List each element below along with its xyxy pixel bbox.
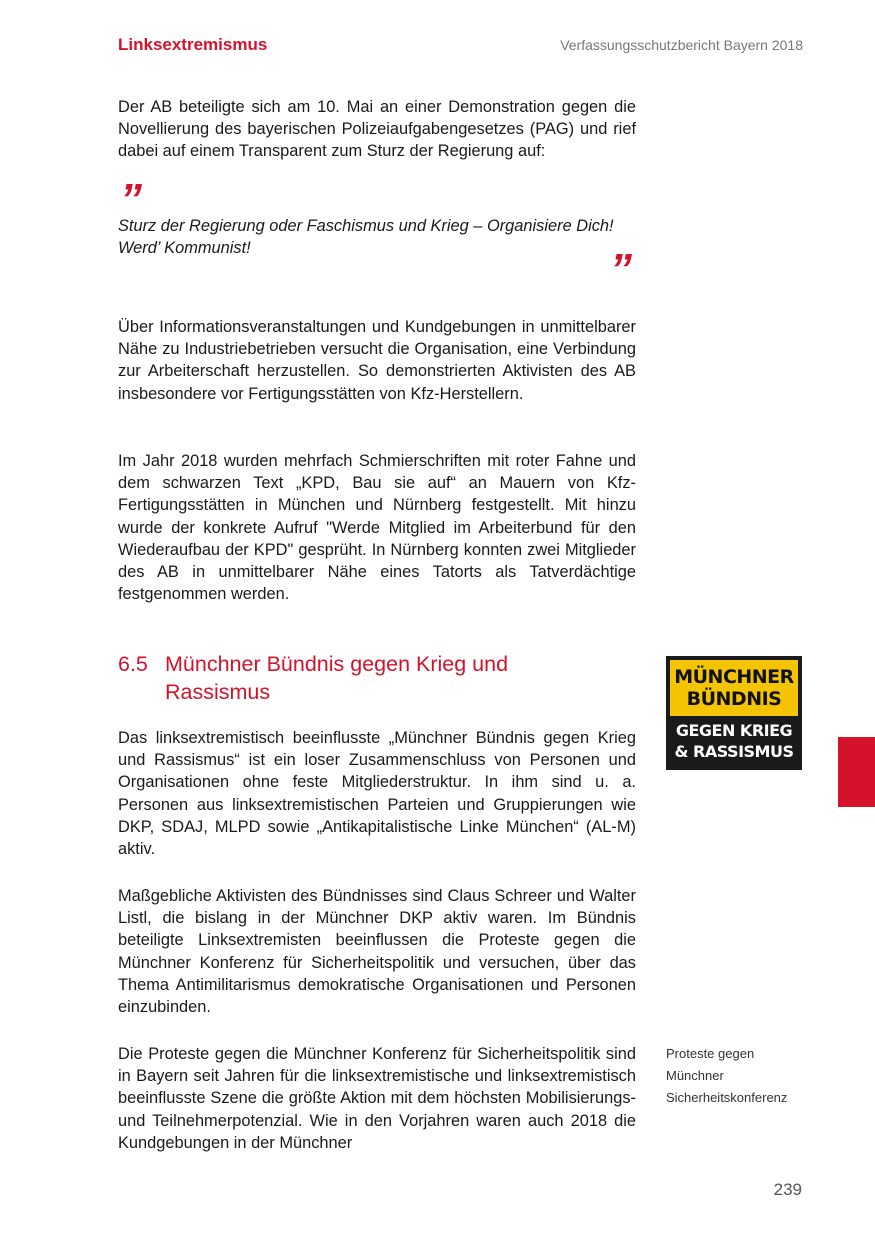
logo-bottom-block [670,716,798,766]
paragraph-activists: Maßgebliche Aktivisten des Bündnisses sind Claus Schreer und Walter Listl, die bislang in der Münchner DKP aktiv waren. Im Bündnis beteiligte Linksextremisten beeinflussen die Proteste gegen die Münchner Konferenz für Sicherheitspolitik und versuchen, über das Thema Antimilitarismus demokratische Organisationen und Personen einzubinden. [118,887,636,1017]
section-heading [118,650,588,706]
quote-open-icon: ” [120,175,140,224]
paragraph-industry-events: Über Informationsveranstaltungen und Kundgebungen in unmittelbarer Nähe zu Industriebetrieben versucht die Organisation, eine Verbindung zur Arbeiterschaft herzustellen. So demonstrierten Aktivisten des AB insbesondere vor Fertigungsstätten von Kfz-Herstellern. [118,318,636,403]
running-header-publication: Verfassungsschutzbericht Bayern 2018 [560,37,803,53]
quote-close-icon: ” [610,245,630,294]
logo-line-1: MÜNCHNER [674,666,794,688]
section-title: Münchner Bündnis gegen Krieg und Rassismus [165,652,509,704]
logo-line-3: GEGEN KRIEG [675,721,793,740]
logo-top-block [670,660,798,716]
paragraph-ab-demonstration: Der AB beteiligte sich am 10. Mai an einer Demonstration gegen die Novellierung des bayerischen Polizeiaufgabengesetzes (PAG) und rief dabei auf einem Transparent zum Sturz der Regierung auf: [118,98,636,161]
buendnis-logo [666,656,802,770]
page-number: 239 [773,1180,802,1199]
logo-line-2: BÜNDNIS [686,688,782,710]
paragraph-protests: Die Proteste gegen die Münchner Konferenz für Sicherheitspolitik sind in Bayern seit Jahren für die linksextremistische und linksextremistisch beeinflusste Szene die größte Aktion mit dem höchsten Mobilisierungs- und Teilnehmerpotenzial. Wie in den Vorjahren waren auch 2018 die Kundgebungen in der Münchner [118,1045,636,1152]
running-header-chapter: Linksextremismus [118,35,268,54]
paragraph-graffiti: Im Jahr 2018 wurden mehrfach Schmierschriften mit roter Fahne und dem schwarzen Text „KPD, Bau sie auf“ an Mauern von Kfz-Fertigungsstätten in München und Nürnberg festgestellt. Mit hinzu wurde der konkrete Aufruf "Werde Mitglied im Arbeiterbund für den Wiederaufbau der KPD" gesprüht. In Nürnberg konnten zwei Mitglieder des AB in unmittelbarer Nähe eines Tatorts als Tatverdächtige festgenommen werden. [118,452,636,604]
chapter-side-tab [838,737,875,807]
section-number: 6.5 [118,652,148,676]
paragraph-buendnis-description: Das linksextremistisch beeinflusste „Münchner Bündnis gegen Krieg und Rassismus“ ist ein loser Zusammenschluss von Personen und Organisationen ohne feste Mitgliederstruktur. In ihm sind u. a. Personen aus linksextremistischen Parteien und Gruppierungen wie DKP, SDAJ, MLPD sowie „Antikapitalistische Linke München“ (AL-M) aktiv. [118,729,636,859]
quote-text: Sturz der Regierung oder Faschismus und Krieg – Organisiere Dich! Werd’ Kommunist! [118,217,614,258]
logo-line-4: & RASSISMUS [674,742,794,761]
margin-note: Proteste gegen Münchner Sicherheitskonferenz [666,1046,788,1105]
